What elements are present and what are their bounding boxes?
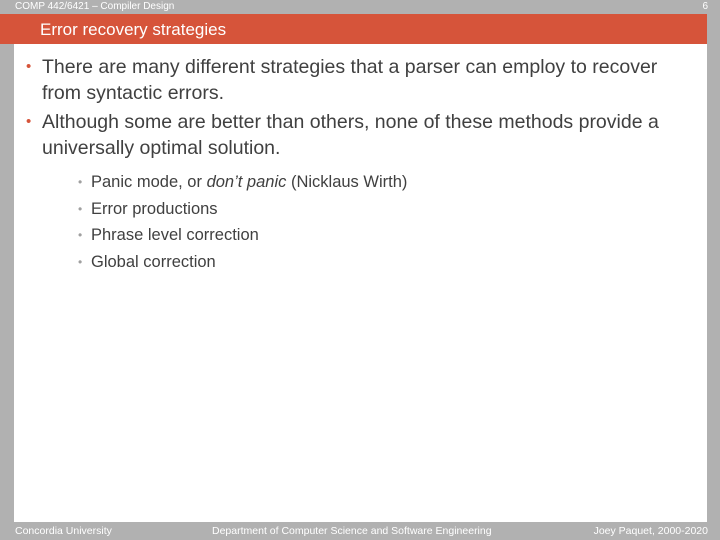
- bullet-text: Although some are better than others, none of these methods provide a universally optimal solution.: [42, 111, 659, 159]
- bullet-item: [14, 109, 674, 275]
- footer: [0, 522, 720, 540]
- sub-bullet-marker: •: [78, 175, 83, 189]
- sub-bullet-text: Global correction: [91, 252, 216, 271]
- bullet-marker: •: [26, 113, 32, 130]
- slide-body: [14, 44, 707, 522]
- bullet-text: There are many different strategies that a parser can employ to recover from syntactic errors.: [42, 56, 658, 104]
- slide-title: Error recovery strategies: [40, 20, 227, 39]
- bullet-list: [14, 54, 674, 278]
- sub-bullet-text: Error productions: [91, 199, 218, 218]
- sub-bullet-item: [42, 196, 674, 223]
- sub-bullet-suffix: (Nicklaus Wirth): [286, 173, 408, 191]
- course-name: COMP 442/6421 – Compiler Design: [15, 1, 175, 12]
- sub-bullet-marker: •: [78, 254, 83, 269]
- sub-bullet-emphasis: don’t panic: [206, 173, 287, 191]
- title-bar: [0, 14, 707, 44]
- sub-bullet-prefix: Panic mode, or: [91, 173, 207, 191]
- sub-bullet-text: Phrase level correction: [91, 226, 259, 244]
- sub-bullet-marker: •: [78, 228, 83, 242]
- page-number: 6: [702, 1, 708, 12]
- footer-author: Joey Paquet, 2000-2020: [593, 525, 708, 537]
- footer-university: Concordia University: [15, 525, 112, 537]
- sub-bullet-item: [42, 169, 674, 196]
- footer-department: Department of Computer Science and Software Engineering: [212, 525, 492, 537]
- bullet-item: [14, 54, 674, 106]
- sub-bullet-item: [42, 222, 674, 249]
- sub-bullet-list: [42, 169, 674, 275]
- bullet-marker: •: [26, 58, 32, 75]
- sub-bullet-marker: •: [78, 201, 83, 216]
- top-bar: [0, 0, 720, 14]
- sub-bullet-item: [42, 249, 674, 276]
